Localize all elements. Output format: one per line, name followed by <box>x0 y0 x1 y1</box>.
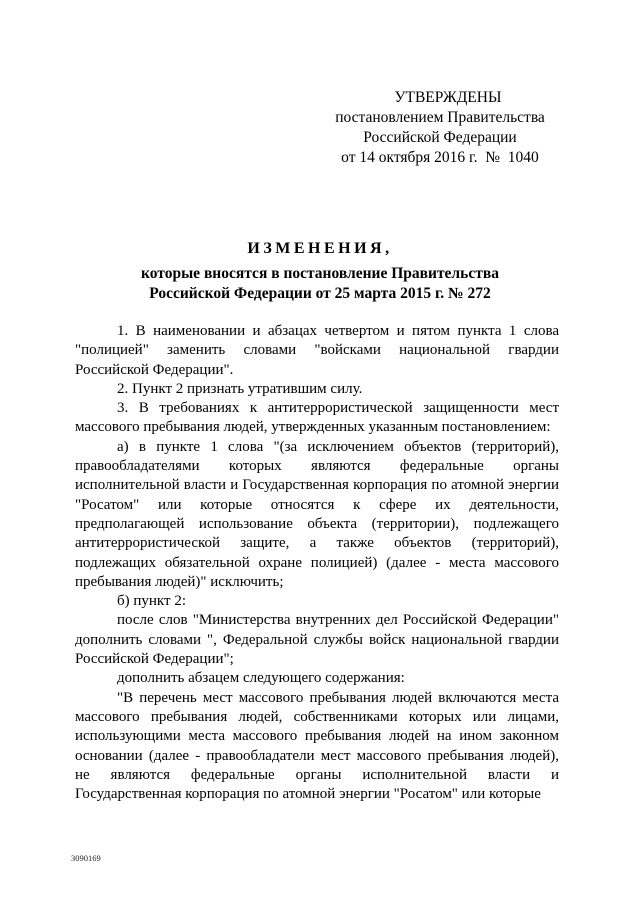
document-body <box>75 322 559 804</box>
paragraph-item-3: 3. В требованиях к антитеррористической защищенности мест массового пребывания людей, утвержденных указанным постановлением: <box>75 400 559 436</box>
document-title: ИЗМЕНЕНИЯ, <box>247 240 393 257</box>
paragraph-addition-intro: дополнить абзацем следующего содержания: <box>117 670 405 687</box>
paragraph-item-2: 2. Пункт 2 признать утратившим силу. <box>117 380 363 397</box>
subtitle-line-2: Российской Федерации от 25 марта 2015 г. № 272 <box>149 285 491 302</box>
approval-title: УТВЕРЖДЕНЫ <box>394 89 502 106</box>
paragraph-addition-words: после слов "Министерства внутренних дел Российской Федерации" дополнить словами ", Федеральной службы войск национальной гвардии Российской Федерации"; <box>75 612 559 668</box>
subtitle-line-1: которые вносятся в постановление Правительства <box>141 265 499 282</box>
approval-stamp <box>330 88 550 168</box>
approval-date-number: от 14 октября 2016 г. № 1040 <box>341 149 539 166</box>
approval-line-resolution: постановлением Правительства <box>335 109 545 126</box>
document-subtitle <box>80 264 560 304</box>
document-code: 3090169 <box>71 853 101 863</box>
paragraph-quoted-text: "В перечень мест массового пребывания людей включаются места массового пребывания людей, собственниками которых или лицами, использующими места массового пребывания людей на ином законном основании (далее - правообладатели мест массового пребывания людей), не являются федеральные органы исполнительной власти и Государственная корпорация по атомной энергии "Росатом" или которые <box>75 689 559 803</box>
paragraph-subitem-a: а) в пункте 1 слова "(за исключением объектов (территорий), правообладателями которых являются федеральные органы исполнительной власти и Государственная корпорация по атомной энергии "Росатом" или которые относятся к сфере их деятельности, предполагающей использование объекта (территории), подлежащего антитеррористической защите, а также объектов (территорий), подлежащих обязательной охране полицией) (далее - места массового пребывания людей)" исключить; <box>75 438 559 590</box>
paragraph-subitem-b: б) пункт 2: <box>117 593 186 610</box>
approval-line-federation: Российской Федерации <box>363 129 517 146</box>
paragraph-item-1: 1. В наименовании и абзацах четвертом и пятом пункта 1 слова "полицией" заменить словами "войсками национальной гвардии Российской Федерации". <box>75 323 559 378</box>
